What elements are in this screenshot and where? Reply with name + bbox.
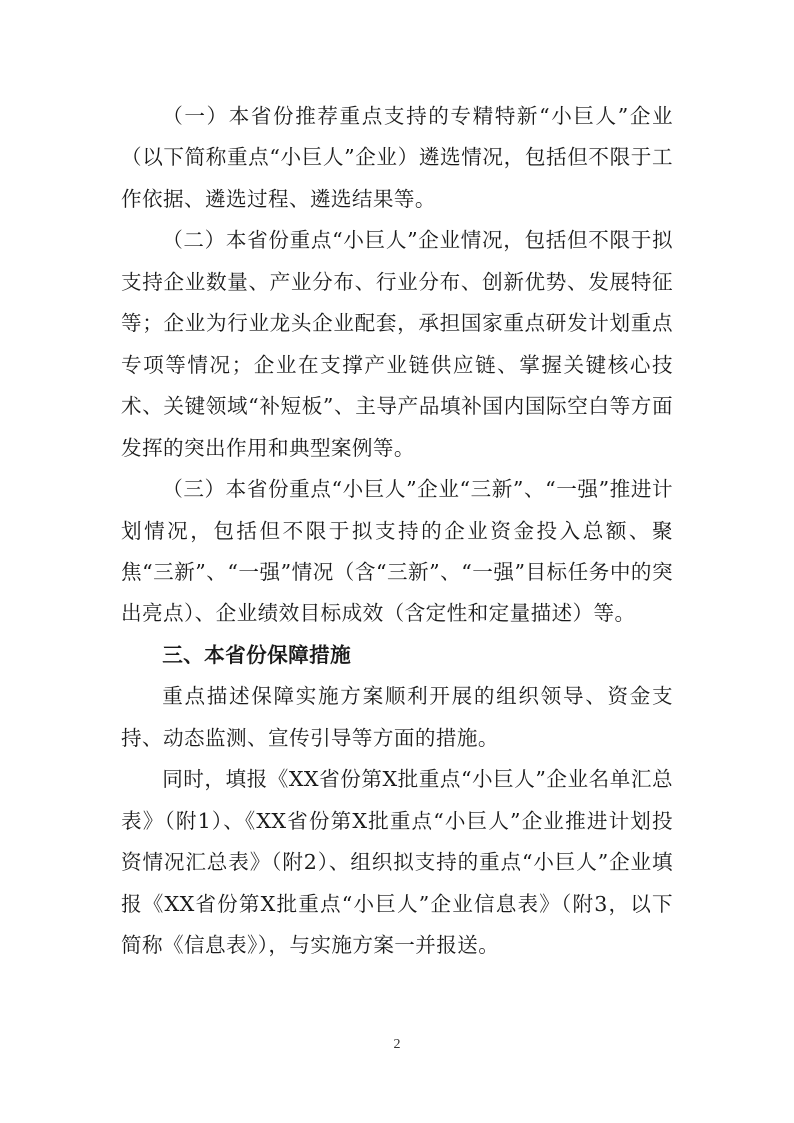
page-number: 2: [393, 1037, 401, 1052]
document-body: [121, 96, 673, 967]
paragraph-section-2: （二）本省份重点“小巨人”企业情况，包括但不限于拟支持企业数量、产业分布、行业分布、创新优势、发展特征等；企业为行业龙头企业配套，承担国家重点研发计划重点专项等情况；企业在支撑产业链供应链、掌握关键核心技术、关键领域“补短板”、主导产品填补国内国际空白等方面发挥的突出作用和典型案例等。: [121, 228, 673, 460]
section-heading-safeguards: 三、本省份保障措施: [162, 642, 352, 667]
paragraph-section-1: （一）本省份推荐重点支持的专精特新“小巨人”企业（以下简称重点“小巨人”企业）遴选情况，包括但不限于工作依据、遴选过程、遴选结果等。: [121, 104, 673, 211]
paragraph-submission: 同时，填报《XX省份第X批重点“小巨人”企业名单汇总表》（附1）、《XX省份第X批重点“小巨人”企业推进计划投资情况汇总表》（附2）、组织拟支持的重点“小巨人”企业填报《XX省份第X批重点“小巨人”企业信息表》（附3，以下简称《信息表》），与实施方案一并报送。: [121, 767, 673, 958]
paragraph-section-3: （三）本省份重点“小巨人”企业“三新”、“一强”推进计划情况，包括但不限于拟支持的企业资金投入总额、聚焦“三新”、“一强”情况（含“三新”、“一强”目标任务中的突出亮点）、企业绩效目标成效（含定性和定量描述）等。: [121, 477, 673, 626]
paragraph-safeguards: 重点描述保障实施方案顺利开展的组织领导、资金支持、动态监测、宣传引导等方面的措施。: [121, 684, 673, 750]
